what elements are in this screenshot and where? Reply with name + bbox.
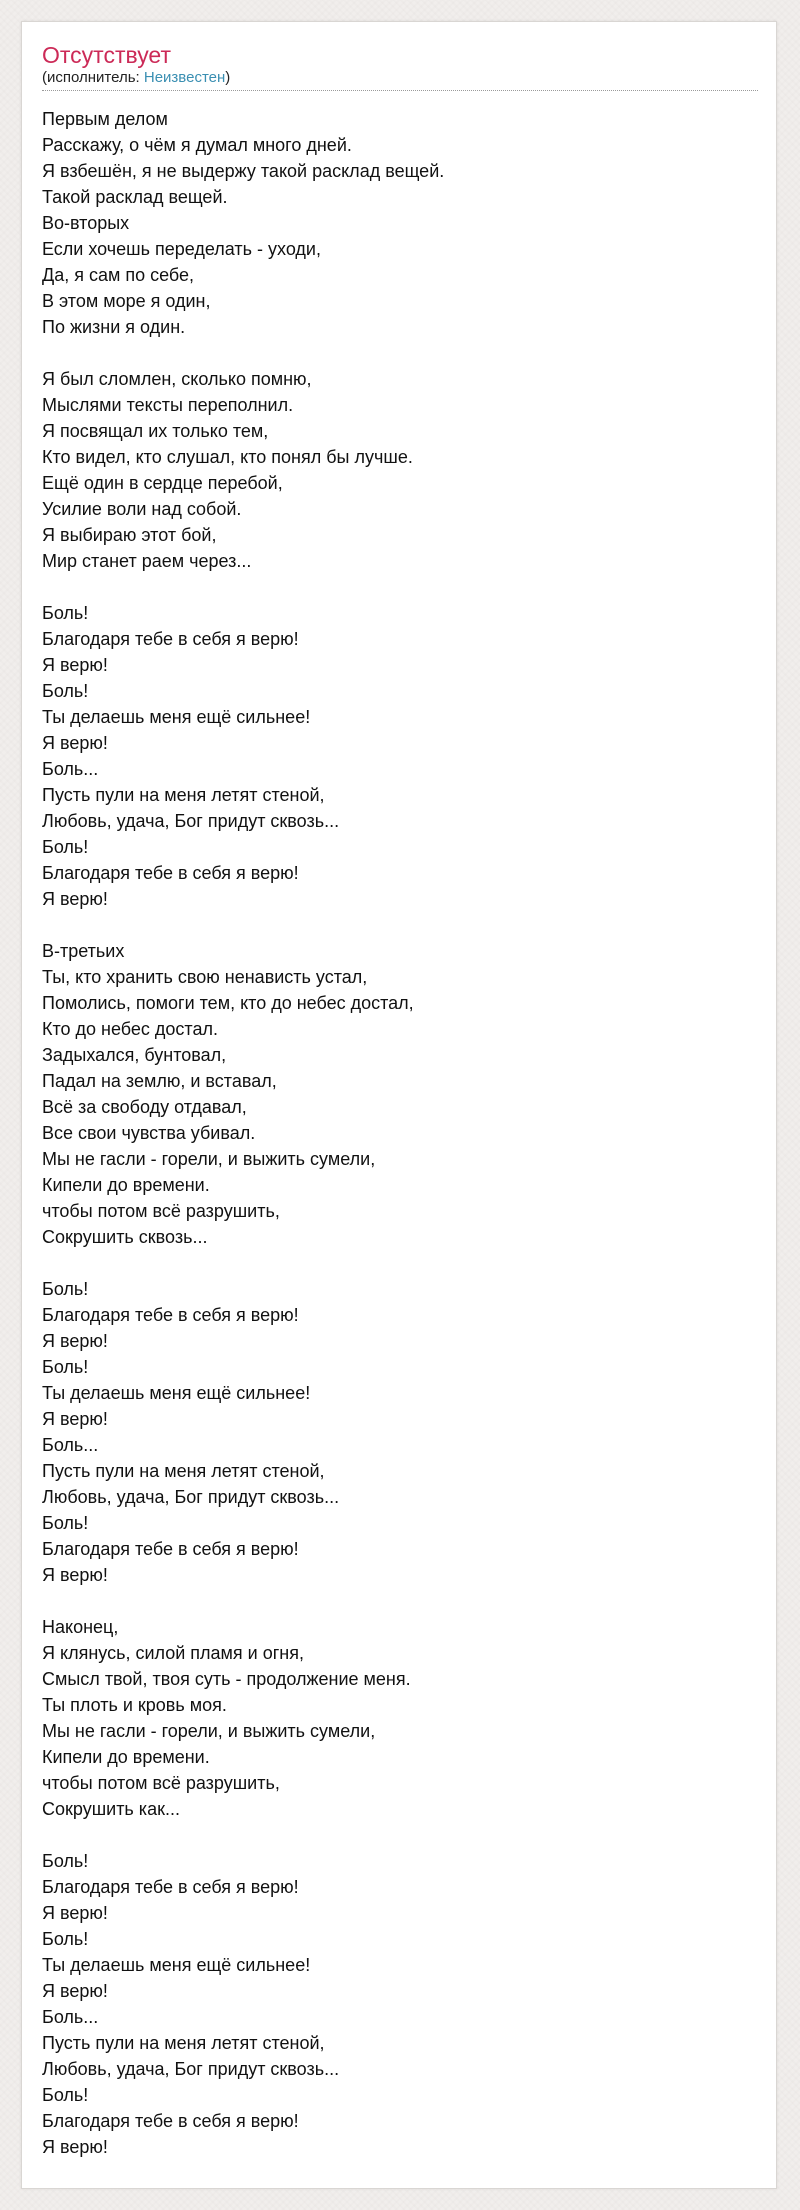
lyric-line: Усилие воли над собой. [42, 499, 242, 519]
lyric-line: чтобы потом всё разрушить, [42, 1201, 280, 1221]
artist-link[interactable]: Неизвестен [143, 69, 226, 86]
lyric-line: Боль... [42, 2007, 99, 2027]
lyric-line: Я верю! [42, 1565, 108, 1585]
lyric-line: Боль! [42, 1513, 89, 1533]
lyric-line: Любовь, удача, Бог придут сквозь... [42, 811, 340, 831]
lyric-line: Сокрушить как... [42, 1799, 180, 1819]
lyric-line: Расскажу, о чём я думал много дней. [42, 135, 352, 155]
lyric-line: Я клянусь, силой пламя и огня, [42, 1643, 304, 1663]
lyric-line: Кто видел, кто слушал, кто понял бы лучше. [42, 447, 413, 467]
lyrics-stanza [42, 938, 758, 1250]
lyric-line: Благодаря тебе в себя я верю! [42, 1539, 299, 1559]
lyric-line: чтобы потом всё разрушить, [42, 1773, 280, 1793]
lyric-line: Ты плоть и кровь моя. [42, 1695, 227, 1715]
lyric-line: Я верю! [42, 889, 108, 909]
lyric-line: Я был сломлен, сколько помню, [42, 369, 312, 389]
artist-prefix: (исполнитель: [42, 69, 144, 86]
lyric-line: Я верю! [42, 2137, 108, 2157]
lyric-line: Кипели до времени. [42, 1747, 210, 1767]
lyric-line: Любовь, удача, Бог придут сквозь... [42, 2059, 340, 2079]
lyric-line: Я верю! [42, 655, 108, 675]
song-title: Отсутствует [42, 42, 171, 68]
lyric-line: Любовь, удача, Бог придут сквозь... [42, 1487, 340, 1507]
lyrics-body [42, 106, 758, 2186]
lyric-line: Боль! [42, 603, 89, 623]
lyric-line: Ты делаешь меня ещё сильнее! [42, 1955, 311, 1975]
lyric-line: Благодаря тебе в себя я верю! [42, 863, 299, 883]
song-header [42, 42, 758, 91]
lyric-line: Пусть пули на меня летят стеной, [42, 1461, 325, 1481]
lyric-line: Сокрушить сквозь... [42, 1227, 208, 1247]
lyric-line: Благодаря тебе в себя я верю! [42, 1877, 299, 1897]
lyrics-stanza [42, 1276, 758, 1588]
lyric-line: Падал на землю, и вставал, [42, 1071, 277, 1091]
lyrics-stanza [42, 1848, 758, 2160]
lyric-line: Всё за свободу отдавал, [42, 1097, 247, 1117]
lyric-line: Такой расклад вещей. [42, 187, 228, 207]
lyric-line: Я верю! [42, 1331, 108, 1351]
lyric-line: Ещё один в сердце перебой, [42, 473, 283, 493]
artist-line [42, 68, 758, 91]
lyric-line: Я посвящал их только тем, [42, 421, 269, 441]
lyric-line: Боль! [42, 1851, 89, 1871]
lyric-line: Помолись, помоги тем, кто до небес достал, [42, 993, 414, 1013]
lyric-line: Да, я сам по себе, [42, 265, 195, 285]
lyric-line: Задыхался, бунтовал, [42, 1045, 227, 1065]
lyric-line: Я верю! [42, 733, 108, 753]
lyric-line: Кто до небес достал. [42, 1019, 218, 1039]
lyric-line: Боль! [42, 1929, 89, 1949]
lyric-line: Боль... [42, 759, 99, 779]
lyric-line: Мы не гасли - горели, и выжить сумели, [42, 1721, 376, 1741]
lyrics-stanza [42, 600, 758, 912]
lyric-line: Благодаря тебе в себя я верю! [42, 1305, 299, 1325]
lyric-line: Первым делом [42, 109, 168, 129]
lyric-line: Благодаря тебе в себя я верю! [42, 2111, 299, 2131]
lyrics-stanza [42, 1614, 758, 1822]
lyric-line: Ты делаешь меня ещё сильнее! [42, 707, 311, 727]
lyric-line: Мы не гасли - горели, и выжить сумели, [42, 1149, 376, 1169]
lyric-line: В этом море я один, [42, 291, 211, 311]
lyric-line: Боль! [42, 2085, 89, 2105]
lyric-line: Мир станет раем через... [42, 551, 252, 571]
lyric-line: Мыслями тексты переполнил. [42, 395, 294, 415]
lyric-line: Все свои чувства убивал. [42, 1123, 256, 1143]
lyrics-card [21, 21, 777, 2189]
lyrics-stanza [42, 106, 758, 340]
lyric-line: Я верю! [42, 1409, 108, 1429]
lyric-line: Во-вторых [42, 213, 130, 233]
lyric-line: Пусть пули на меня летят стеной, [42, 2033, 325, 2053]
lyric-line: Кипели до времени. [42, 1175, 210, 1195]
lyric-line: По жизни я один. [42, 317, 186, 337]
lyric-line: Боль! [42, 1357, 89, 1377]
lyric-line: Наконец, [42, 1617, 119, 1637]
lyric-line: Благодаря тебе в себя я верю! [42, 629, 299, 649]
lyric-line: Боль! [42, 1279, 89, 1299]
lyric-line: Я взбешён, я не выдержу такой расклад вещей. [42, 161, 445, 181]
lyric-line: Пусть пули на меня летят стеной, [42, 785, 325, 805]
lyric-line: Боль! [42, 681, 89, 701]
lyric-line: Если хочешь переделать - уходи, [42, 239, 321, 259]
lyric-line: Я выбираю этот бой, [42, 525, 217, 545]
lyric-line: Смысл твой, твоя суть - продолжение меня. [42, 1669, 411, 1689]
lyric-line: Я верю! [42, 1903, 108, 1923]
lyric-line: В-третьих [42, 941, 125, 961]
lyric-line: Боль! [42, 837, 89, 857]
lyric-line: Я верю! [42, 1981, 108, 2001]
lyrics-stanza [42, 366, 758, 574]
lyric-line: Ты, кто хранить свою ненависть устал, [42, 967, 368, 987]
lyric-line: Ты делаешь меня ещё сильнее! [42, 1383, 311, 1403]
lyric-line: Боль... [42, 1435, 99, 1455]
artist-suffix: ) [225, 69, 231, 86]
